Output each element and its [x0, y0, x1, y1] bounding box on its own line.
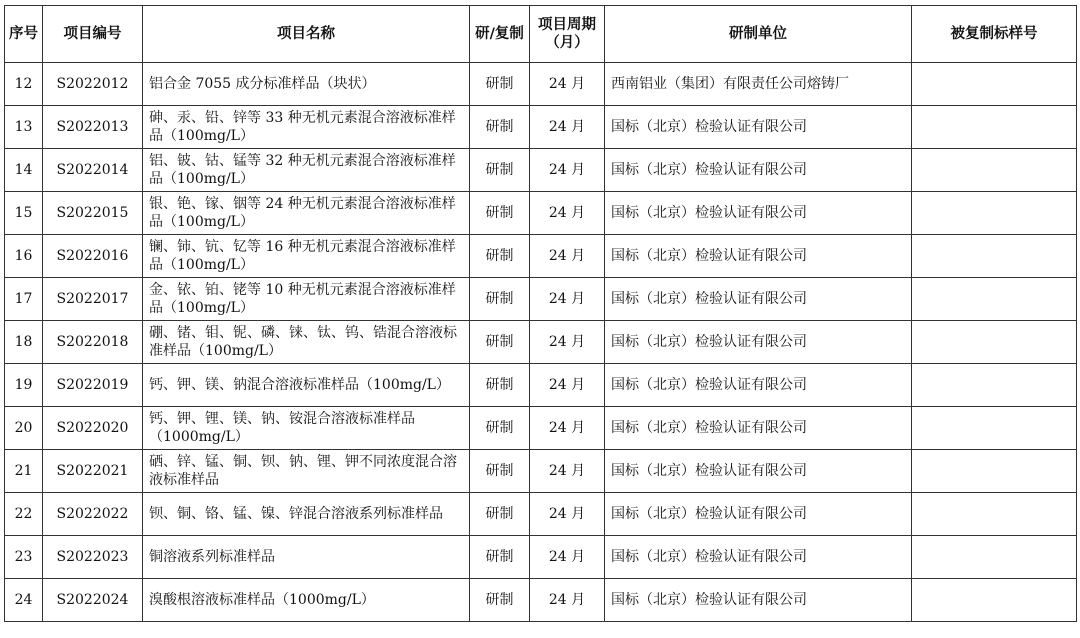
cell-seq: 16: [5, 235, 43, 278]
cell-copied: [912, 106, 1077, 149]
cell-copied: [912, 493, 1077, 536]
cell-unit: 西南铝业（集团）有限责任公司熔铸厂: [605, 63, 912, 106]
cell-copied: [912, 321, 1077, 364]
header-unit: 研制单位: [605, 6, 912, 63]
cell-code: S2022013: [43, 106, 143, 149]
cell-code: S2022024: [43, 579, 143, 622]
cell-seq: 19: [5, 364, 43, 407]
cell-seq: 12: [5, 63, 43, 106]
cell-code: S2022019: [43, 364, 143, 407]
cell-copied: [912, 149, 1077, 192]
cell-name: 硼、锗、钼、铌、磷、铼、钛、钨、锆混合溶液标准样品（100mg/L）: [143, 321, 470, 364]
cell-unit: 国标（北京）检验认证有限公司: [605, 407, 912, 450]
table-row: [5, 149, 1077, 192]
cell-copied: [912, 235, 1077, 278]
cell-unit: 国标（北京）检验认证有限公司: [605, 364, 912, 407]
cell-code: S2022015: [43, 192, 143, 235]
cell-code: S2022016: [43, 235, 143, 278]
cell-name: 铝、铍、钴、锰等 32 种无机元素混合溶液标准样品（100mg/L）: [143, 149, 470, 192]
header-type: 研/复制: [470, 6, 530, 63]
table-row: [5, 536, 1077, 579]
cell-unit: 国标（北京）检验认证有限公司: [605, 278, 912, 321]
cell-seq: 21: [5, 450, 43, 493]
table-row: [5, 235, 1077, 278]
cell-copied: [912, 536, 1077, 579]
cell-type: 研制: [470, 235, 530, 278]
cell-name: 金、铱、铂、铑等 10 种无机元素混合溶液标准样品（100mg/L）: [143, 278, 470, 321]
cell-type: 研制: [470, 579, 530, 622]
cell-code: S2022014: [43, 149, 143, 192]
table-row: [5, 278, 1077, 321]
cell-copied: [912, 278, 1077, 321]
cell-type: 研制: [470, 192, 530, 235]
cell-code: S2022022: [43, 493, 143, 536]
cell-cycle: 24 月: [530, 407, 605, 450]
cell-copied: [912, 450, 1077, 493]
cell-name: 溴酸根溶液标准样品（1000mg/L）: [143, 579, 470, 622]
cell-type: 研制: [470, 149, 530, 192]
cell-name: 钙、钾、锂、镁、钠、铵混合溶液标准样品（1000mg/L）: [143, 407, 470, 450]
cell-seq: 15: [5, 192, 43, 235]
cell-seq: 17: [5, 278, 43, 321]
cell-type: 研制: [470, 536, 530, 579]
header-code: 项目编号: [43, 6, 143, 63]
cell-code: S2022012: [43, 63, 143, 106]
cell-unit: 国标（北京）检验认证有限公司: [605, 579, 912, 622]
cell-seq: 24: [5, 579, 43, 622]
cell-seq: 14: [5, 149, 43, 192]
cell-unit: 国标（北京）检验认证有限公司: [605, 192, 912, 235]
cell-type: 研制: [470, 364, 530, 407]
cell-cycle: 24 月: [530, 493, 605, 536]
cell-name: 银、铯、镓、铟等 24 种无机元素混合溶液标准样品（100mg/L）: [143, 192, 470, 235]
cell-name: 铜溶液系列标准样品: [143, 536, 470, 579]
cell-type: 研制: [470, 106, 530, 149]
cell-name: 钡、铜、铬、锰、镍、锌混合溶液系列标准样品: [143, 493, 470, 536]
table-row: [5, 450, 1077, 493]
table-row: [5, 106, 1077, 149]
cell-type: 研制: [470, 278, 530, 321]
cell-unit: 国标（北京）检验认证有限公司: [605, 235, 912, 278]
cell-seq: 20: [5, 407, 43, 450]
cell-cycle: 24 月: [530, 450, 605, 493]
cell-seq: 13: [5, 106, 43, 149]
cell-seq: 22: [5, 493, 43, 536]
cell-name: 硒、锌、锰、铜、钡、钠、锂、钾不同浓度混合溶液标准样品: [143, 450, 470, 493]
header-name: 项目名称: [143, 6, 470, 63]
cell-name: 砷、汞、铅、锌等 33 种无机元素混合溶液标准样品（100mg/L）: [143, 106, 470, 149]
cell-unit: 国标（北京）检验认证有限公司: [605, 149, 912, 192]
cell-cycle: 24 月: [530, 235, 605, 278]
table-row: [5, 321, 1077, 364]
cell-copied: [912, 364, 1077, 407]
cell-type: 研制: [470, 63, 530, 106]
cell-cycle: 24 月: [530, 149, 605, 192]
cell-name: 镧、铈、钪、钇等 16 种无机元素混合溶液标准样品（100mg/L）: [143, 235, 470, 278]
cell-cycle: 24 月: [530, 192, 605, 235]
cell-seq: 18: [5, 321, 43, 364]
cell-type: 研制: [470, 407, 530, 450]
cell-name: 钙、钾、镁、钠混合溶液标准样品（100mg/L）: [143, 364, 470, 407]
cell-cycle: 24 月: [530, 321, 605, 364]
cell-seq: 23: [5, 536, 43, 579]
cell-unit: 国标（北京）检验认证有限公司: [605, 321, 912, 364]
cell-copied: [912, 579, 1077, 622]
cell-type: 研制: [470, 450, 530, 493]
cell-unit: 国标（北京）检验认证有限公司: [605, 450, 912, 493]
cell-cycle: 24 月: [530, 106, 605, 149]
table-row: [5, 407, 1077, 450]
cell-type: 研制: [470, 493, 530, 536]
cell-cycle: 24 月: [530, 536, 605, 579]
table-row: [5, 579, 1077, 622]
cell-code: S2022020: [43, 407, 143, 450]
standard-sample-table: [4, 5, 1077, 622]
cell-copied: [912, 407, 1077, 450]
cell-cycle: 24 月: [530, 278, 605, 321]
header-cycle: 项目周期（月）: [530, 6, 605, 63]
cell-code: S2022018: [43, 321, 143, 364]
header-row: [5, 6, 1077, 63]
header-copied: 被复制标样号: [912, 6, 1077, 63]
cell-copied: [912, 192, 1077, 235]
cell-cycle: 24 月: [530, 63, 605, 106]
cell-code: S2022023: [43, 536, 143, 579]
cell-code: S2022021: [43, 450, 143, 493]
cell-code: S2022017: [43, 278, 143, 321]
table-row: [5, 63, 1077, 106]
cell-unit: 国标（北京）检验认证有限公司: [605, 493, 912, 536]
table-row: [5, 493, 1077, 536]
cell-type: 研制: [470, 321, 530, 364]
cell-unit: 国标（北京）检验认证有限公司: [605, 536, 912, 579]
header-seq: 序号: [5, 6, 43, 63]
cell-cycle: 24 月: [530, 364, 605, 407]
cell-unit: 国标（北京）检验认证有限公司: [605, 106, 912, 149]
table-row: [5, 364, 1077, 407]
cell-name: 铝合金 7055 成分标准样品（块状）: [143, 63, 470, 106]
cell-copied: [912, 63, 1077, 106]
table-row: [5, 192, 1077, 235]
cell-cycle: 24 月: [530, 579, 605, 622]
